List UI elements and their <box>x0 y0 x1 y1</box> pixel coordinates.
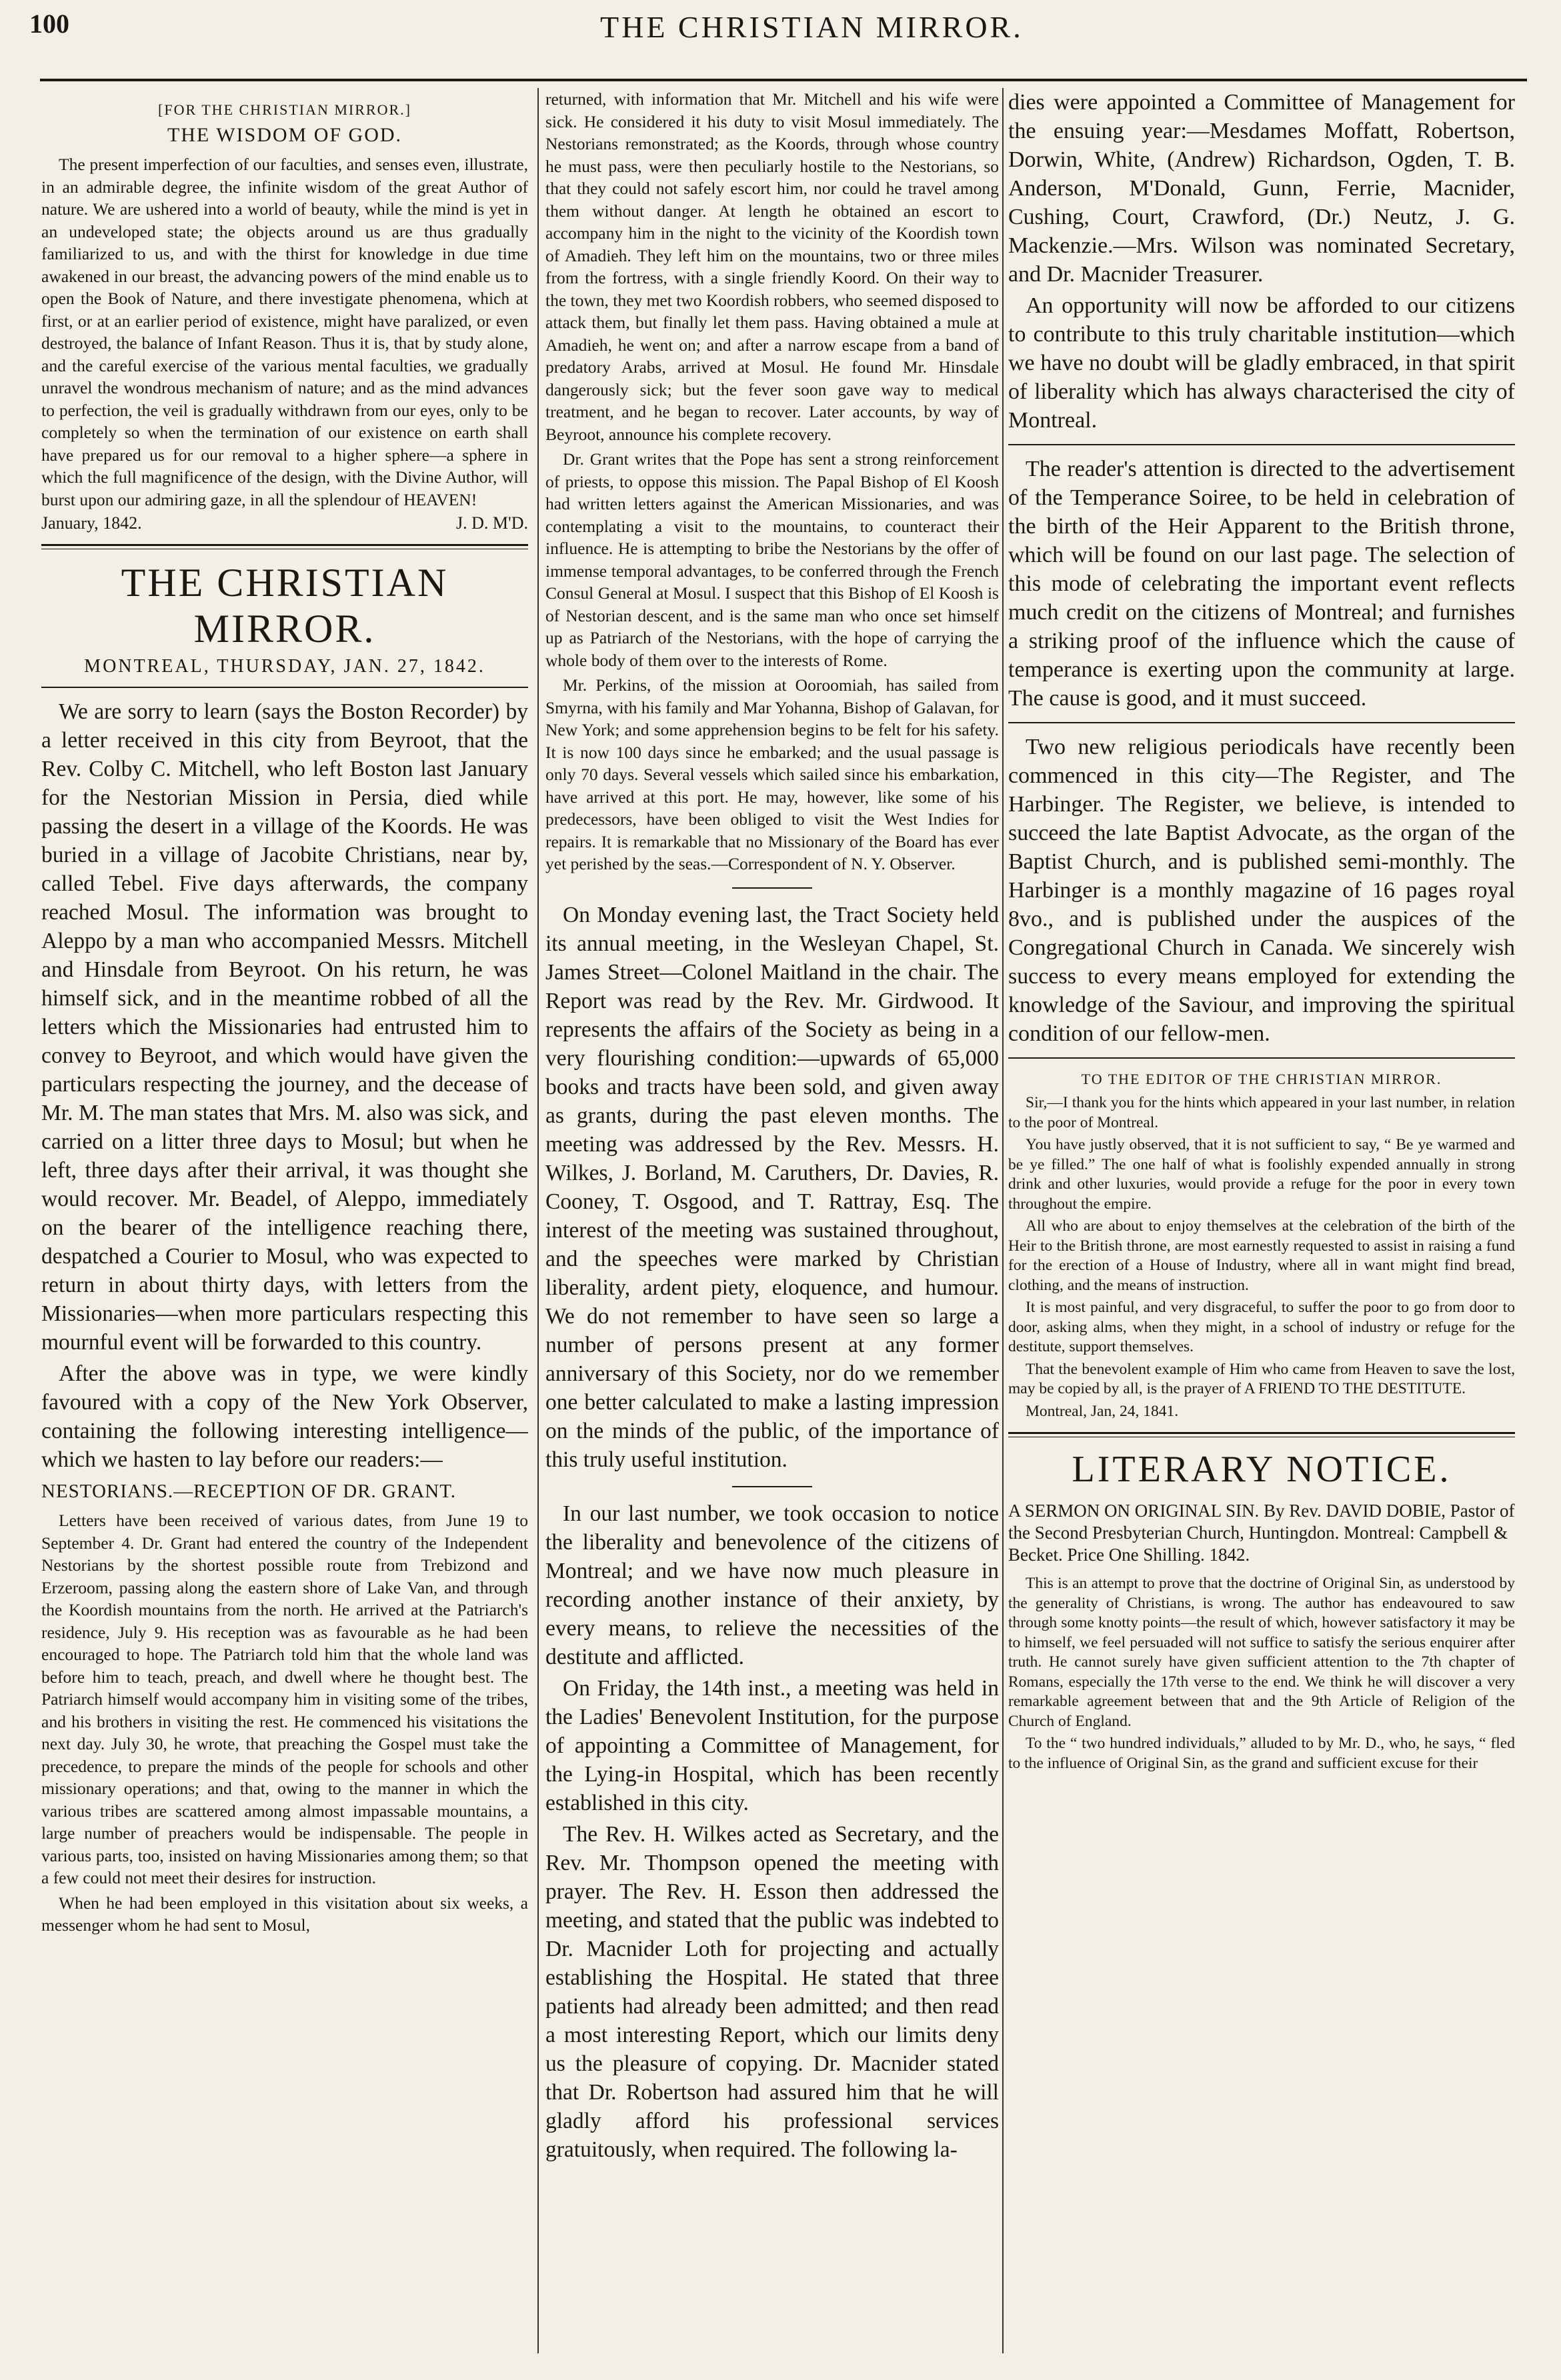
article-paragraph: The Rev. H. Wilkes acted as Secretary, and the Rev. Mr. Thompson opened the meeting with prayer. The Rev. H. Esson then addressed the meeting, and stated that the public was indebted to Dr. Macnider Loth for projecting and actually establishing the Hospital. He stated that three patients had already been admitted; and then read a most interesting Report, which our limits deny us the pleasure of copying. Dr. Macnider stated that Dr. Robertson had assured him that he will gladly afford his professional services gratuitously, when required. The following la- <box>545 1821 999 2162</box>
column-divider-2 <box>1002 88 1004 2353</box>
divider <box>1008 1432 1515 1437</box>
article-paragraph: Letters have been received of various dates, from June 19 to September 4. Dr. Grant had entered the country of the Independent Nestorians by the shortest possible route from Trebizond and Erzeroom, passing along the eastern shore of Lake Van, and through the Koordish mountains from the north. He arrived at the Patriarch's residence, July 9. His reception was as favourable as he had been encouraged to hope. The Patriarch told him that the whole land was before him to teach, preach, and dwell where he thought best. The Patriarch himself would accompany him in visiting some of the tribes, and his brothers in visiting the rest. He commenced his visitations the next day. July 30, he wrote, that preaching the Gospel must take the precedence, to prepare the minds of the people for schools and other missionary operations; and that, owing to the manner in which the various tribes are scattered among almost impassable mountains, a large number of preachers would be indispensable. The people in various parts, too, insisted on having Missionaries among them; so that a few could not meet their desires for instruction. <box>41 1511 528 1887</box>
divider <box>41 687 528 688</box>
article-paragraph: dies were appointed a Committee of Management for the ensuing year:—Mesdames Moffatt, Robertson, Dorwin, White, (Andrew) Richardson, Ogden, T. B. Anderson, M'Donald, Gunn, Ferrie, Macnider, Cushing, Court, Crawford, (Dr.) Neutz, J. G. Mackenzie.—Mrs. Wilson was nominated Secretary, and Dr. Macnider Treasurer. <box>1008 90 1515 287</box>
periodicals-article: Two new religious periodicals have recently been commenced in this city—The Register, and The Harbinger. The Register, we believe, is intended to succeed the late Baptist Advocate, as the organ of the Baptist Church, and is published semi-monthly. The Harbinger is a monthly magazine of 16 pages royal 8vo., and is published under the auspices of the Congregational Church in Canada. We sincerely wish success to every means employed for extending the knowledge of the Saviour, and improving the spiritual condition of our fellow-men. <box>1008 735 1515 1046</box>
letter-paragraph: That the benevolent example of Him who came from Heaven to save the lost, may be copied by all, is the prayer of A FRIEND TO THE DESTITUTE. <box>1008 1360 1515 1397</box>
article-paragraph: An opportunity will now be afforded to our citizens to contribute to this truly charitable institution—which we have no doubt will be gladly embraced, in that spirit of liberality which has always characterised the city of Montreal. <box>1008 293 1515 433</box>
article-paragraph: When he had been employed in this visitation about six weeks, a messenger whom he had sent to Mosul, <box>41 1893 528 1935</box>
masthead-dateline: MONTREAL, THURSDAY, JAN. 27, 1842. <box>84 656 485 677</box>
literary-notice-heading: LITERARY NOTICE. <box>1072 1449 1452 1490</box>
running-title: THE CHRISTIAN MIRROR. <box>600 10 1024 44</box>
page-number: 100 <box>29 9 69 39</box>
divider <box>732 887 812 889</box>
letter-dateline: Montreal, Jan, 24, 1841. <box>1026 1402 1179 1420</box>
column-1 <box>41 88 528 2353</box>
temperance-article: The reader's attention is directed to the advertisement of the Temperance Soiree, to be held in celebration of the birth of the Heir Apparent to the British throne, which will be found on our last page. The selection of this mode of celebrating the important event reflects much credit on the citizens of Montreal; and furnishes a striking proof of the influence which the cause of temperance is exerting upon the community at large. The cause is good, and it must succeed. <box>1008 457 1515 711</box>
essay-title: THE WISDOM OF GOD. <box>167 124 403 146</box>
column-3 <box>1008 88 1515 2353</box>
essay-body: The present imperfection of our faculties, and senses even, illustrate, in an admirable degree, the infinite wisdom of the great Author of nature. We are ushered into a world of beauty, while the mind is yet in an undeveloped state; the objects around us are thus gradually familiarized to us, and with the thirst for knowledge in due time awakened in our breast, the advancing powers of the mind enable us to open the Book of Nature, and there investigate phenomena, which at first, or at an earlier period of existence, might have paralized, or even destroyed, the balance of Infant Reason. Thus it is, that by study alone, and the careful exercise of the various mental faculties, we gradually unravel the wondrous mechanism of nature; and as the mind advances to perfection, the veil is gradually withdrawn from our eyes, only to be completely so when the termination of our existence on earth shall have prepared us for our removal to a higher sphere—a sphere in which the full magnificence of the design, with the Divine Author, will burst upon our admiring gaze, in all the splendour of HEAVEN! <box>41 155 528 509</box>
essay-date: January, 1842. <box>41 513 142 533</box>
essay-signature-line <box>41 513 528 533</box>
letter-paragraph: All who are about to enjoy themselves at the celebration of the birth of the Heir to the British throne, are most earnestly requested to assist in raising a fund for the erection of a House of Industry, where all in want might find bread, clothing, and the means of instruction. <box>1008 1217 1515 1294</box>
letter-paragraph: You have justly observed, that it is not sufficient to say, “ Be ye warmed and be ye filled.” The one half of what is foolishly expended annually in strong drink and other luxuries, would provide a refuge for the poor in every town throughout the empire. <box>1008 1136 1515 1213</box>
nestorians-heading: NESTORIANS.—RECEPTION OF DR. GRANT. <box>41 1481 457 1502</box>
contribution-label: [FOR THE CHRISTIAN MIRROR.] <box>158 101 411 118</box>
review-paragraph: To the “ two hundred individuals,” alluded to by Mr. D., who, he says, “ fled to the influence of Original Sin, as the grand and sufficient excuse for their <box>1008 1735 1515 1772</box>
article-paragraph: Mr. Perkins, of the mission at Ooroomiah, has sailed from Smyrna, with his family and Mar Yohanna, Bishop of Galavan, for New York; and some apprehension begins to be felt for his safety. It is now 100 days since he embarked; and the usual passage is only 70 days. Several vessels which sailed since his embarkation, have arrived at this port. He may, however, like some of his predecessors, have been obliged to visit the West Indies for repairs. It is remarkable that no Missionary of the Board has ever yet perished by the seas.—Correspondent of N. Y. Observer. <box>545 675 999 873</box>
divider <box>41 544 528 549</box>
divider <box>1008 722 1515 723</box>
column-divider-1 <box>537 88 539 2353</box>
column-2 <box>545 88 999 2353</box>
masthead-title: THE CHRISTIAN MIRROR. <box>121 561 449 651</box>
divider <box>732 1486 812 1487</box>
tract-society-article: On Monday evening last, the Tract Society held its annual meeting, in the Wesleyan Chapel, St. James Street—Colonel Maitland in the chair. The Report was read by the Rev. Mr. Girdwood. It represents the affairs of the Society as being in a very flourishing condition:—upwards of 65,000 books and tracts have been sold, and given away as grants, during the past eleven months. The meeting was addressed by the Rev. Messrs. H. Wilkes, J. Borland, M. Caruthers, Dr. Davies, R. Cooney, T. Osgood, and T. Rattray, Esq. The interest of the meeting was sustained throughout, and the speeches were marked by Christian liberality, ardent piety, eloquence, and humour. We do not remember to have seen so large a number of persons present at any former anniversary of this Society, nor do we remember one better calculated to make a lasting impression on the minds of the public, of the importance of this truly useful institution. <box>545 902 999 1472</box>
letter-heading: TO THE EDITOR OF THE CHRISTIAN MIRROR. <box>1081 1071 1442 1087</box>
article-paragraph: On Friday, the 14th inst., a meeting was held in the Ladies' Benevolent Institution, for the purpose of appointing a Committee of Management, for the Lying-in Hospital, which has been recently established in this city. <box>545 1675 999 1815</box>
article-paragraph: returned, with information that Mr. Mitchell and his wife were sick. He considered it his duty to visit Mosul immediately. The Nestorians remonstrated; as the Koords, through whose country he must pass, were then peculiarly hostile to the Nestorians, so that they could not safely escort him, nor could he travel among them without danger. At length he obtained an escort to accompany him in the night to the vicinity of the Koordish town of Amadieh. They left him on the mountains, two or three miles from the fortress, with a single friendly Koord. On their way to the town, they met two Koordish robbers, who seemed disposed to attack them, but finally let them pass. Having obtained a mule at Amadieh, he went on; and after a narrow escape from a band of predatory Arabs, arrived at Mosul. He found Mr. Hinsdale dangerously sick; but the fever soon gave way to medical treatment, and he began to recover. Later accounts, by way of Beyroot, announce his complete recovery. <box>545 89 999 444</box>
letter-paragraph: It is most painful, and very disgraceful, to suffer the poor to go from door to door, asking alms, when they might, in a school of industry or refuge for the destitute, support themselves. <box>1008 1299 1515 1355</box>
essay-signature: J. D. M'D. <box>456 513 528 533</box>
article-paragraph: In our last number, we took occasion to notice the liberality and benevolence of the citizens of Montreal; and we have now much pleasure in recording another instance of their anxiety, by every means, to relieve the necessities of the destitute and afflicted. <box>545 1501 999 1669</box>
divider <box>1008 1057 1515 1059</box>
book-citation: A SERMON ON ORIGINAL SIN. By Rev. DAVID DOBIE, Pastor of the Second Presbyterian Church, Huntingdon. Montreal: Campbell & Becket. Price One Shilling. 1842. <box>1008 1501 1515 1565</box>
review-paragraph: This is an attempt to prove that the doctrine of Original Sin, as understood by the generality of Christians, is wrong. The author has endeavoured to saw through some knotty points—the result of which, however satisfactory it may be to himself, we feel persuaded will not suffice to satisfy the serious enquirer after truth. He cannot surely have given sufficient attention to the 7th chapter of Romans, especially the 17th verse to the end. We think he will discover a very remarkable agreement between that and the 9th Article of Religion of the Church of England. <box>1008 1575 1515 1730</box>
top-rule <box>40 79 1527 81</box>
letter-paragraph: Sir,—I thank you for the hints which appeared in your last number, in relation to the poor of Montreal. <box>1008 1094 1515 1131</box>
article-paragraph: We are sorry to learn (says the Boston Recorder) by a letter received in this city from Beyroot, that the Rev. Colby C. Mitchell, who left Boston last January for the Nestorian Mission in Persia, died while passing the desert in a village of the Koords. He was buried in a village of Jacobite Christians, near by, called Tebel. Five days afterwards, the company reached Mosul. The information was brought to Aleppo by a man who accompanied Messrs. Mitchell and Hinsdale from Beyroot. On his return, he was himself sick, and in the meantime robbed of all the letters which the Missionaries had entrusted him to convey to Beyroot, and which would have given the particulars respecting the journey, and the decease of Mr. M. The man states that Mrs. M. also was sick, and carried on a litter three days to Mosul; but when he left, three days after their arrival, it was thought she would recover. Mr. Beadel, of Aleppo, immediately on the bearer of the intelligence reaching there, despatched a Courier to Mosul, who was expected to return in about thirty days, with letters from the Missionaries—when more particulars respecting this mournful event will be forwarded to this country. <box>41 699 528 1355</box>
article-paragraph: Dr. Grant writes that the Pope has sent a strong reinforcement of priests, to oppose this mission. The Papal Bishop of El Koosh had written letters against the American Missionaries, and was contemplating a visit to the mountains, to counteract their influence. He is attempting to bribe the Nestorians by the offer of immense temporal advantages, to be conferred through the French Consul General at Mosul. I suspect that this Bishop of El Koosh is of Nestorian descent, and is the same man who once set himself up as Patriarch of the Nestorians, with the hope of carrying the whole body of them over to the interests of Rome. <box>545 449 999 670</box>
divider <box>1008 444 1515 445</box>
article-paragraph: After the above was in type, we were kindly favoured with a copy of the New York Observer, containing the following interesting intelligence—which we hasten to lay before our readers:— <box>41 1361 528 1472</box>
